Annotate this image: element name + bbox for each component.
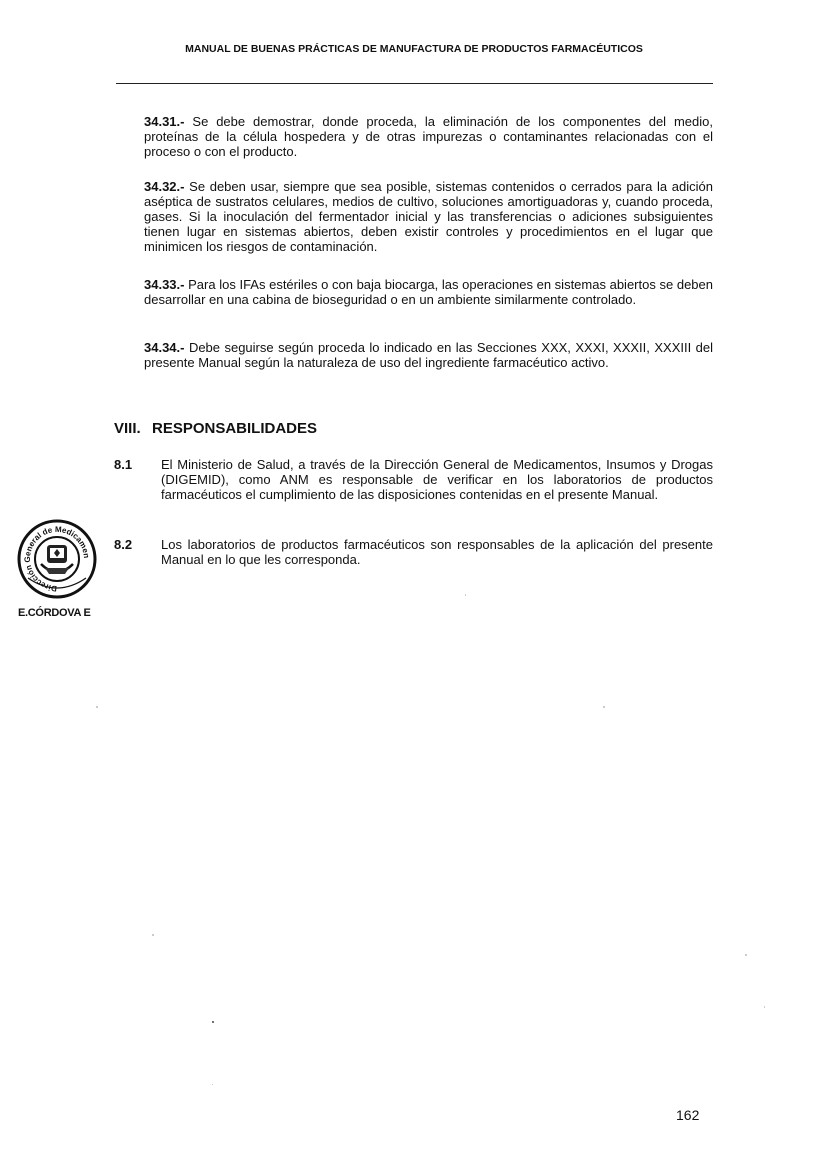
paragraph-34-34 xyxy=(144,340,713,370)
page-number: 162 xyxy=(676,1107,700,1123)
scan-speck xyxy=(212,1084,213,1085)
paragraph-number: 34.31.- xyxy=(144,114,185,129)
scan-speck xyxy=(212,1021,214,1023)
item-number: 8.2 xyxy=(114,537,133,552)
document-header-title: MANUAL DE BUENAS PRÁCTICAS DE MANUFACTURA DE PRODUCTOS FARMACÉUTICOS xyxy=(185,43,643,55)
item-text: Los laboratorios de productos farmacéuticos son responsables de la aplicación del presente Manual en lo que les corresponda. xyxy=(161,537,713,567)
paragraph-text: Se deben usar, siempre que sea posible, sistemas contenidos o cerrados para la adición aséptica de sustratos celulares, medios de cultivo, soluciones amortiguadoras y, cuando proceda, gases. Si la inoculación del fermentador inicial y las transferencias o adiciones subsiguientes tienen lugar en sistemas abiertos, deben existir controles y procedimientos en el lugar que minimicen los riesgos de contaminación. xyxy=(144,179,713,254)
scan-speck xyxy=(745,954,747,956)
item-text: El Ministerio de Salud, a través de la Dirección General de Medicamentos, Insumos y Drogas (DIGEMID), como ANM es responsable de verificar en los laboratorios de productos farmacéuticos el cumplimiento de las disposiciones contenidas en el presente Manual. xyxy=(161,457,713,502)
header-divider xyxy=(116,83,713,84)
paragraph-number: 34.33.- xyxy=(144,277,185,292)
official-seal-stamp xyxy=(16,518,108,619)
paragraph-text: Se debe demostrar, donde proceda, la eliminación de los componentes del medio, proteínas de la célula hospedera y de otras impurezas o contaminantes relacionadas con el proceso o con el producto. xyxy=(144,114,713,159)
paragraph-34-32 xyxy=(144,179,713,254)
item-number: 8.1 xyxy=(114,457,133,472)
paragraph-number: 34.32.- xyxy=(144,179,185,194)
scan-speck xyxy=(96,706,98,708)
section-number: VIII. xyxy=(114,420,141,437)
paragraph-34-33 xyxy=(144,277,713,307)
svg-text:Dirección General de Medicamen: Dirección General de Medicamen xyxy=(22,524,92,594)
scan-speck xyxy=(603,706,605,708)
paragraph-number: 34.34.- xyxy=(144,340,185,355)
paragraph-34-31 xyxy=(144,114,713,159)
paragraph-text: Debe seguirse según proceda lo indicado en las Secciones XXX, XXXI, XXXII, XXXIII del presente Manual según la naturaleza de uso del ingrediente farmacéutico activo. xyxy=(144,340,713,370)
seal-icon xyxy=(16,518,108,608)
section-heading xyxy=(114,420,317,437)
section-title: RESPONSABILIDADES xyxy=(152,420,318,437)
stamp-signature: E.CÓRDOVA E xyxy=(18,607,91,619)
paragraph-text: Para los IFAs estériles o con baja biocarga, las operaciones en sistemas abiertos se deben desarrollar en una cabina de bioseguridad o en un ambiente similarmente controlado. xyxy=(144,277,713,307)
scan-speck xyxy=(152,934,154,936)
scan-speck xyxy=(465,594,466,596)
scan-speck xyxy=(764,1006,765,1008)
